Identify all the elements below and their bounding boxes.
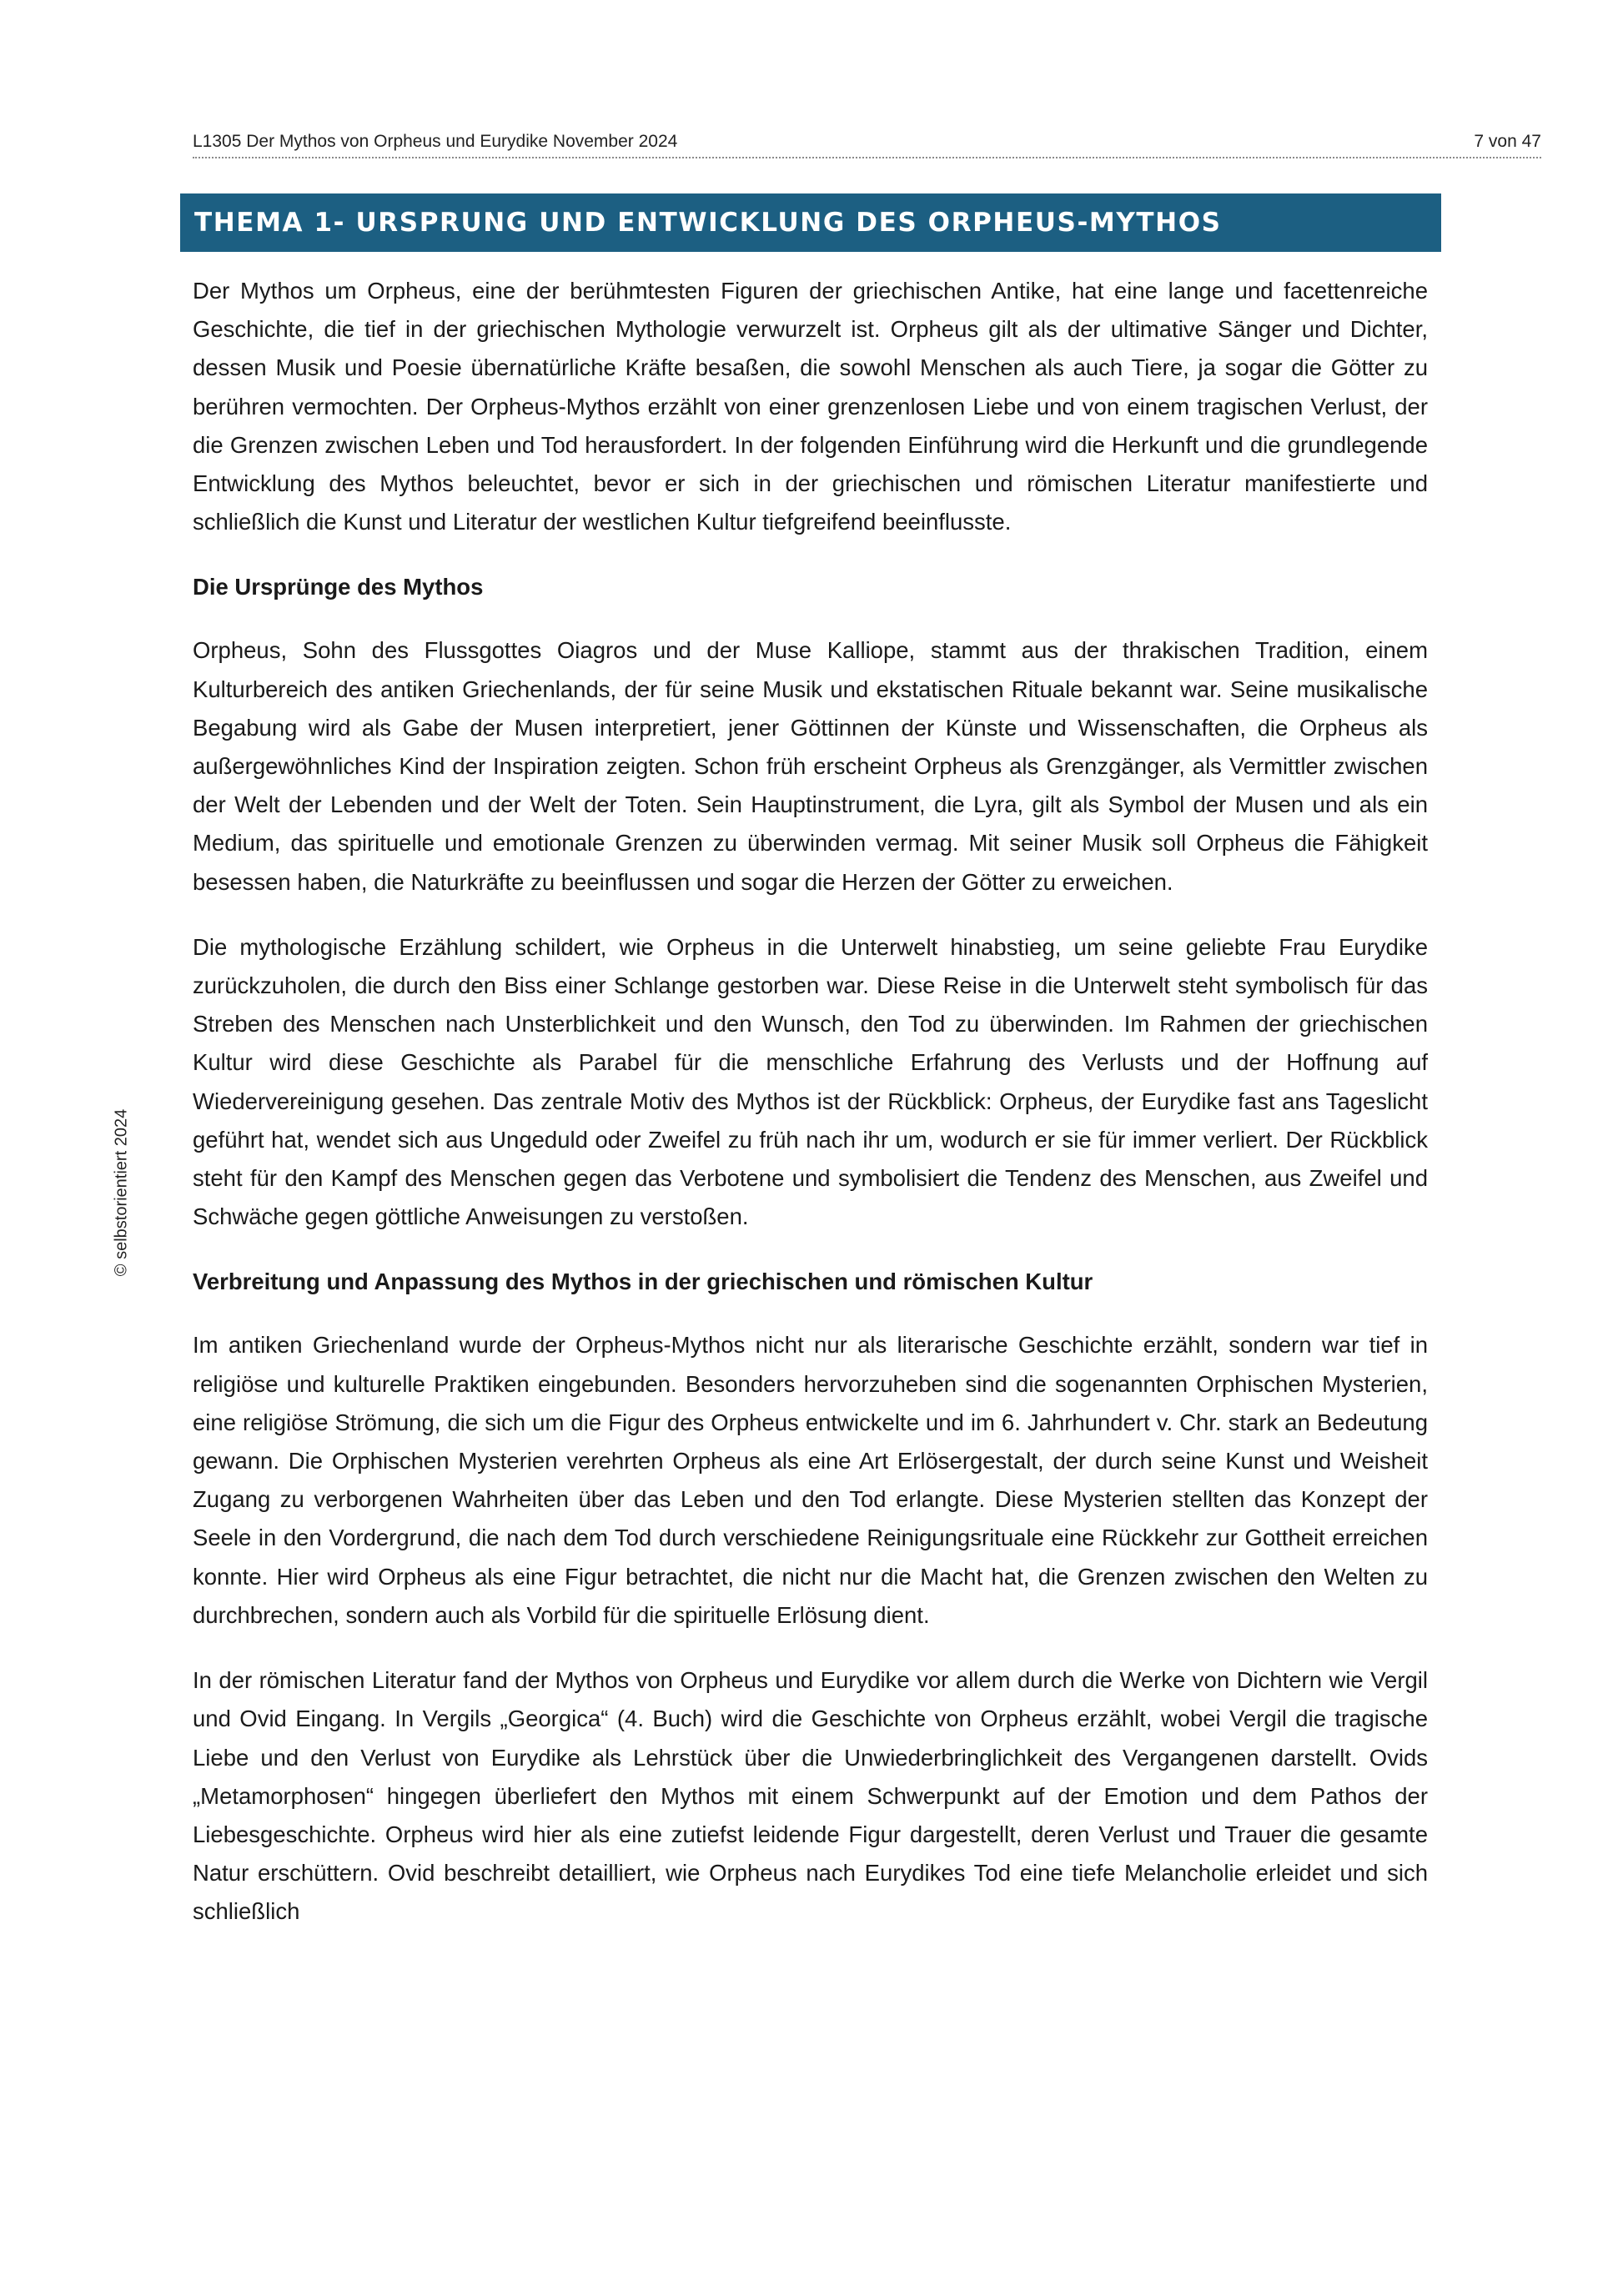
intro-paragraph: Der Mythos um Orpheus, eine der berühmtesten Figuren der griechischen Antike, hat eine lange und facettenreiche Geschichte, die tief in der griechischen Mythologie verwurzelt ist. Orpheus gilt als der ultimative Sänger und Dichter, dessen Musik und Poesie übernatürliche Kräfte besaßen, die sowohl Menschen als auch Tiere, ja sogar die Götter zu berühren vermochten. Der Orpheus-Mythos erzählt von einer grenzenlosen Liebe und von einem tragischen Verlust, der die Grenzen zwischen Leben und Tod herausfordert. In der folgenden Einführung wird die Herkunft und die grundlegende Entwicklung des Mythos beleuchtet, bevor er sich in der griechischen und römischen Literatur manifestierte und schließlich die Kunst und Literatur der westlichen Kultur tiefgreifend beeinflusste. xyxy=(193,278,1428,535)
section-heading-spread: Verbreitung und Anpassung des Mythos in der griechischen und römischen Kultur xyxy=(193,1269,1093,1295)
copyright-notice: © selbstorientiert 2024 xyxy=(112,1108,131,1277)
theme-heading-banner: THEMA 1- URSPRUNG UND ENTWICKLUNG DES ORPHEUS-MYTHOS xyxy=(180,193,1441,252)
spread-paragraph-2: In der römischen Literatur fand der Mythos von Orpheus und Eurydike vor allem durch die Werke von Dichtern wie Vergil und Ovid Eingang. In Vergils „Georgica“ (4. Buch) wird die Geschichte von Orpheus erzählt, wobei Vergil die tragische Liebe und den Verlust von Eurydike als Lehrstück über die Unwiederbringlichkeit des Vergangenen darstellt. Ovids „Metamorphosen“ hingegen überliefert den Mythos mit einem Schwerpunkt auf der Emotion und dem Pathos der Liebesgeschichte. Orpheus wird hier als eine zutiefst leidende Figur dargestellt, deren Verlust und Trauer die gesamte Natur erschüttern. Ovid beschreibt detailliert, wie Orpheus nach Eurydikes Tod eine tiefe Melancholie erleidet und sich schließlich xyxy=(193,1667,1428,1925)
main-content xyxy=(193,272,1428,1958)
page-number: 7 von 47 xyxy=(1474,132,1541,151)
spread-paragraph-1: Im antiken Griechenland wurde der Orpheus-Mythos nicht nur als literarische Geschichte erzählt, sondern war tief in religiöse und kulturelle Praktiken eingebunden. Besonders hervorzuheben sind die sogenannten Orphischen Mysterien, eine religiöse Strömung, die sich um die Figur des Orpheus entwickelte und im 6. Jahrhundert v. Chr. stark an Bedeutung gewann. Die Orphischen Mysterien verehrten Orpheus als eine Art Erlösergestalt, der durch seine Kunst und Weisheit Zugang zu verborgenen Wahrheiten über das Leben und den Tod erlangte. Diese Mysterien stellten das Konzept der Seele in den Vordergrund, die nach dem Tod durch verschiedene Reinigungsrituale eine Rückkehr zur Gottheit erreichen konnte. Hier wird Orpheus als eine Figur betrachtet, die nicht nur die Macht hat, die Grenzen zwischen den Welten zu durchbrechen, sondern auch als Vorbild für die spirituelle Erlösung dient. xyxy=(193,1332,1428,1628)
section-heading-origins: Die Ursprünge des Mythos xyxy=(193,574,484,600)
document-title: L1305 Der Mythos von Orpheus und Eurydike November 2024 xyxy=(193,132,678,151)
origins-paragraph-1: Orpheus, Sohn des Flussgottes Oiagros und der Muse Kalliope, stammt aus der thrakischen Tradition, einem Kulturbereich des antiken Griechenlands, der für seine Musik und ekstatischen Rituale bekannt war. Seine musikalische Begabung wird als Gabe der Musen interpretiert, jener Göttinnen der Künste und Wissenschaften, die Orpheus als außergewöhnliches Kind der Inspiration zeigten. Schon früh erscheint Orpheus als Grenzgänger, als Vermittler zwischen der Welt der Lebenden und der Welt der Toten. Sein Hauptinstrument, die Lyra, gilt als Symbol der Musen und als ein Medium, das spirituelle und emotionale Grenzen zu überwinden vermag. Mit seiner Musik soll Orpheus die Fähigkeit besessen haben, die Naturkräfte zu beeinflussen und sogar die Herzen der Götter zu erweichen. xyxy=(193,637,1428,895)
origins-paragraph-2: Die mythologische Erzählung schildert, wie Orpheus in die Unterwelt hinabstieg, um seine geliebte Frau Eurydike zurückzuholen, die durch den Biss einer Schlange gestorben war. Diese Reise in die Unterwelt steht symbolisch für das Streben des Menschen nach Unsterblichkeit und den Wunsch, den Tod zu überwinden. Im Rahmen der griechischen Kultur wird diese Geschichte als Parabel für die menschliche Erfahrung des Verlusts und der Hoffnung auf Wiedervereinigung gesehen. Das zentrale Motiv des Mythos ist der Rückblick: Orpheus, der Eurydike fast ans Tageslicht geführt hat, wendet sich aus Ungeduld oder Zweifel zu früh nach ihr um, wodurch er sie für immer verliert. Der Rückblick steht für den Kampf des Menschen gegen das Verbotene und symbolisiert die Tendenz des Menschen, aus Zweifel und Schwäche gegen göttliche Anweisungen zu verstoßen. xyxy=(193,933,1428,1230)
page-header xyxy=(193,127,1541,158)
